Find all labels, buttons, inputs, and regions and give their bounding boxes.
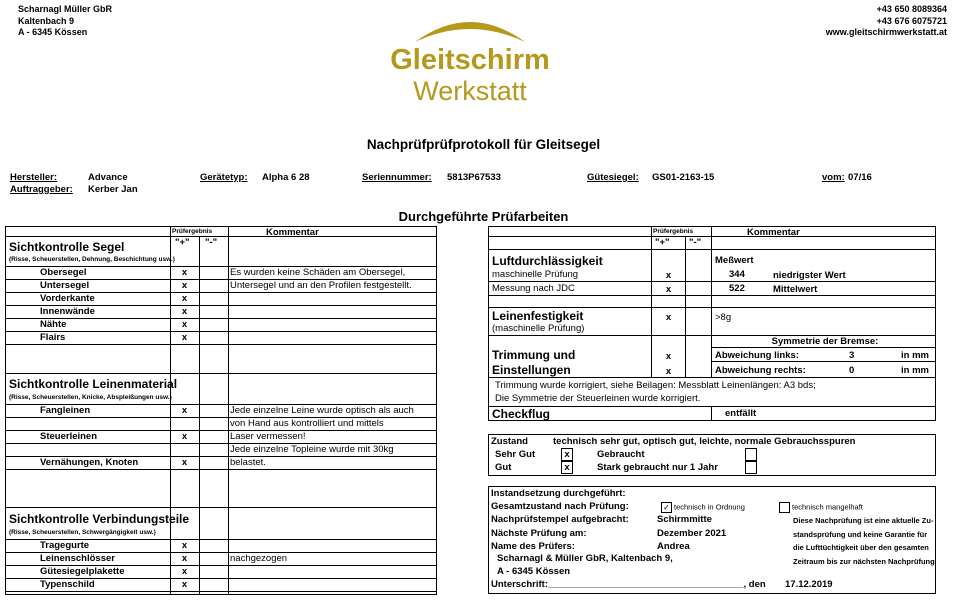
zustand-panel — [488, 434, 936, 476]
col-minus-label: "-" — [205, 237, 218, 248]
check-row-mark: x — [181, 332, 188, 343]
trimm-r1-value: 3 — [849, 350, 855, 361]
geraetetyp-value: Alpha 6 28 — [262, 172, 310, 183]
pruefer-value: Andrea — [657, 541, 690, 552]
check-row — [6, 293, 436, 306]
stempel-value: Schirmmitte — [657, 514, 712, 525]
check-row-label: Untersegel — [40, 280, 90, 291]
hersteller-label: Hersteller: — [10, 172, 57, 183]
vom-value: 07/16 — [848, 172, 872, 183]
check-row-label: Innenwände — [40, 306, 95, 317]
check-row-label: Typenschild — [40, 579, 95, 590]
gebraucht-label: Gebraucht — [597, 449, 645, 460]
wing-arc-icon — [385, 8, 555, 48]
ok-checkbox[interactable]: ✓ — [661, 502, 672, 513]
check-row-mark: x — [181, 293, 188, 304]
check-row — [6, 306, 436, 319]
document-title: Nachprüfprüfprotokoll für Gleitsegel — [366, 137, 601, 152]
trimm-title-2: Einstellungen — [492, 363, 571, 377]
trimm-r1-unit: in mm — [901, 350, 929, 361]
trimm-r1-label: Abweichung links: — [715, 350, 799, 361]
check-row — [6, 540, 436, 553]
phone-2: +43 676 6075721 — [876, 15, 947, 26]
check-row-label: Fangleinen — [40, 405, 91, 416]
trimm-title-1: Trimmung und — [492, 348, 576, 362]
trimm-note-1: Trimmung wurde korrigiert, siehe Beilagen: Messblatt Leinenlängen: A3 bds; — [495, 380, 816, 391]
segel-section-sub: (Risse, Scheuerstellen, Dehnung, Beschichtung usw.) — [9, 256, 175, 263]
mangel-checkbox[interactable] — [779, 502, 790, 513]
hersteller-value: Advance — [88, 172, 128, 183]
check-row — [6, 566, 436, 579]
address-line-2: A - 6345 Kössen — [497, 566, 571, 577]
final-panel — [488, 486, 936, 594]
verbindung-section-title: Sichtkontrolle Verbindungsteile — [9, 512, 190, 526]
check-row-mark: x — [181, 431, 188, 442]
check-row-comment: von Hand aus kontrolliert und mittels — [230, 418, 384, 429]
check-row-mark: x — [181, 267, 188, 278]
festigkeit-value: >8g — [715, 312, 732, 323]
vom-label: vom: — [822, 172, 845, 183]
logo-line-2: Werkstatt — [413, 76, 527, 106]
sehrgut-checkbox[interactable]: x — [561, 448, 573, 461]
check-value: entfällt — [725, 408, 757, 419]
leinen-section-title: Sichtkontrolle Leinenmaterial — [9, 377, 178, 391]
trimm-note-2: Die Symmetrie der Steuerleinen wurde korrigiert. — [495, 393, 701, 404]
trimm-r2-unit: in mm — [901, 365, 929, 376]
info-labels-left — [10, 172, 73, 196]
check-row-mark: x — [181, 457, 188, 468]
gesamt-label: Gesamtzustand nach Prüfung: — [491, 501, 629, 512]
luft-title: Luftdurchlässigkeit — [492, 254, 603, 268]
check-row-mark: x — [181, 579, 188, 590]
gut-checkbox[interactable]: x — [561, 461, 573, 474]
check-row — [6, 332, 436, 345]
check-row — [6, 418, 436, 431]
logo — [385, 8, 555, 108]
festigkeit-sub: (maschinelle Prüfung) — [492, 323, 585, 334]
check-row-comment: nachgezogen — [230, 553, 288, 564]
check-row-comment: belastet. — [230, 457, 266, 468]
seriennummer-value: 5813P67533 — [447, 172, 501, 183]
check-row-label: Flairs — [40, 332, 66, 343]
guetesiegel-label: Gütesiegel: — [587, 172, 639, 183]
check-row — [6, 457, 436, 470]
right-checks-panel — [488, 226, 936, 421]
ok-option[interactable] — [661, 502, 745, 513]
luft-r2-mark: x — [665, 284, 672, 295]
col-pruefergebnis-label: Prüfergebnis — [172, 228, 213, 235]
col-minus-label-right: "-" — [689, 237, 702, 248]
col-plus-label-right: "+" — [655, 237, 670, 248]
gebraucht-checkbox[interactable] — [745, 448, 757, 461]
mangel-label: technisch mangelhaft — [792, 502, 863, 512]
symmetrie-label: Symmetrie der Bremse: — [771, 336, 879, 347]
check-row-mark: x — [181, 405, 188, 416]
verbindung-section-sub: (Risse, Scheuerstellen, Schwergängigkeit usw.) — [9, 529, 156, 536]
stempel-label: Nachprüfstempel aufgebracht: — [491, 514, 629, 525]
festigkeit-title: Leinenfestigkeit — [492, 309, 584, 323]
auftraggeber-value: Kerber Jan — [88, 184, 138, 195]
company-name: Scharnagl Müller GbR — [18, 4, 113, 14]
info-values-left — [88, 172, 138, 196]
col-plus-label: "+" — [175, 237, 190, 248]
check-row — [6, 267, 436, 280]
check-row — [6, 431, 436, 444]
col-kommentar-label-right: Kommentar — [747, 227, 800, 238]
check-row-label: Tragegurte — [40, 540, 90, 551]
luft-r1-label: maschinelle Prüfung — [492, 269, 579, 280]
naechste-label: Nächste Prüfung am: — [491, 528, 587, 539]
sehrgut-label: Sehr Gut — [495, 449, 536, 460]
stark-label: Stark gebraucht nur 1 Jahr — [597, 462, 718, 473]
check-title: Checkflug — [492, 407, 551, 421]
luft-r2-desc: Mittelwert — [773, 284, 818, 295]
check-row-label: Gütesiegelplakette — [40, 566, 125, 577]
check-row — [6, 444, 436, 457]
luft-r1-desc: niedrigster Wert — [773, 270, 846, 281]
trimm-r2-value: 0 — [849, 365, 855, 376]
check-row-comment: Jede einzelne Topleine wurde mit 30kg — [230, 444, 394, 455]
gut-label: Gut — [495, 462, 512, 473]
check-row-label: Obersegel — [40, 267, 87, 278]
trimm-r2-mark: x — [665, 366, 672, 377]
segel-section-title: Sichtkontrolle Segel — [9, 240, 125, 254]
luft-r1-mark: x — [665, 270, 672, 281]
geraetetyp-label: Gerätetyp: — [200, 172, 248, 183]
contact-block — [826, 4, 947, 39]
check-row-comment: Jede einzelne Leine wurde optisch als auch — [230, 405, 414, 416]
col-pruefergebnis-label-right: Prüfergebnis — [653, 228, 694, 235]
check-row-mark: x — [181, 280, 188, 291]
festigkeit-mark: x — [665, 312, 672, 323]
disclaimer-line: standsprüfung und keine Garantie für — [793, 529, 928, 539]
left-checks-panel — [5, 226, 437, 595]
guetesiegel-value: GS01-2163-15 — [652, 172, 715, 183]
check-row-label: Vorderkante — [40, 293, 95, 304]
auftraggeber-label: Auftraggeber: — [10, 184, 73, 195]
website: www.gleitschirmwerkstatt.at — [825, 27, 947, 37]
instand-label: Instandsetzung durchgeführt: — [491, 488, 626, 499]
seriennummer-label: Seriennummer: — [362, 172, 432, 183]
check-row-comment: Untersegel und an den Profilen festgestellt. — [230, 280, 412, 291]
trimm-notes — [489, 378, 935, 406]
col-kommentar-label: Kommentar — [266, 227, 319, 238]
check-row-label: Steuerleinen — [40, 431, 98, 442]
disclaimer-line: Zeitraum bis zur nächsten Nachprüfung — [793, 556, 935, 566]
check-row — [6, 280, 436, 293]
trimm-r1-mark: x — [665, 351, 672, 362]
check-row-mark: x — [181, 566, 188, 577]
luft-r2-label: Messung nach JDC — [492, 283, 575, 294]
company-street: Kaltenbach 9 — [18, 15, 75, 26]
check-row-label: Vernähungen, Knoten — [40, 457, 139, 468]
address-line-1: Scharnagl & Müller GbR, Kaltenbach 9, — [497, 553, 673, 564]
check-row — [6, 319, 436, 332]
pruefer-label: Name des Prüfers: — [491, 541, 575, 552]
luft-r1-value: 344 — [729, 269, 745, 280]
check-row-comment: Laser vermessen! — [230, 431, 306, 442]
disclaimer — [793, 514, 935, 568]
zustand-label: Zustand — [491, 436, 528, 447]
datum-value: 17.12.2019 — [785, 579, 833, 590]
check-row-mark: x — [181, 540, 188, 551]
naechste-value: Dezember 2021 — [657, 528, 727, 539]
check-row-label: Nähte — [40, 319, 67, 330]
leinen-section-sub: (Risse, Scheuerstellen, Knicke, Abspleißungen usw.) — [9, 394, 172, 401]
company-city: A - 6345 Kössen — [18, 27, 88, 37]
check-row-mark: x — [181, 553, 188, 564]
check-row — [6, 405, 436, 418]
ok-label: technisch in Ordnung — [674, 502, 745, 512]
unterschrift-line[interactable]: Unterschrift:_____________________________________, den — [491, 579, 766, 590]
check-row-label: Leinenschlösser — [40, 553, 115, 564]
disclaimer-line: Diese Nachprüfung ist eine aktuelle Zu- — [793, 516, 934, 525]
disclaimer-line: die Lufttüchtigkeit über den gesamten — [793, 543, 929, 552]
trimm-r2-label: Abweichung rechts: — [715, 365, 806, 376]
check-row-mark: x — [181, 306, 188, 317]
check-row — [6, 579, 436, 592]
luft-r2-value: 522 — [729, 283, 745, 294]
stark-checkbox[interactable] — [745, 461, 757, 474]
check-row — [6, 553, 436, 566]
check-row-comment: Es wurden keine Schäden am Obersegel, — [230, 267, 406, 278]
zustand-desc: technisch sehr gut, optisch gut, leichte, normale Gebrauchsspuren — [553, 436, 856, 447]
company-address — [18, 4, 112, 39]
messwert-label: Meßwert — [715, 255, 754, 266]
check-row-mark: x — [181, 319, 188, 330]
section-title: Durchgeführte Prüfarbeiten — [398, 209, 569, 224]
phone-1: +43 650 8089364 — [876, 4, 947, 14]
mangel-option[interactable] — [779, 502, 863, 513]
logo-line-1: Gleitschirm — [390, 44, 550, 76]
